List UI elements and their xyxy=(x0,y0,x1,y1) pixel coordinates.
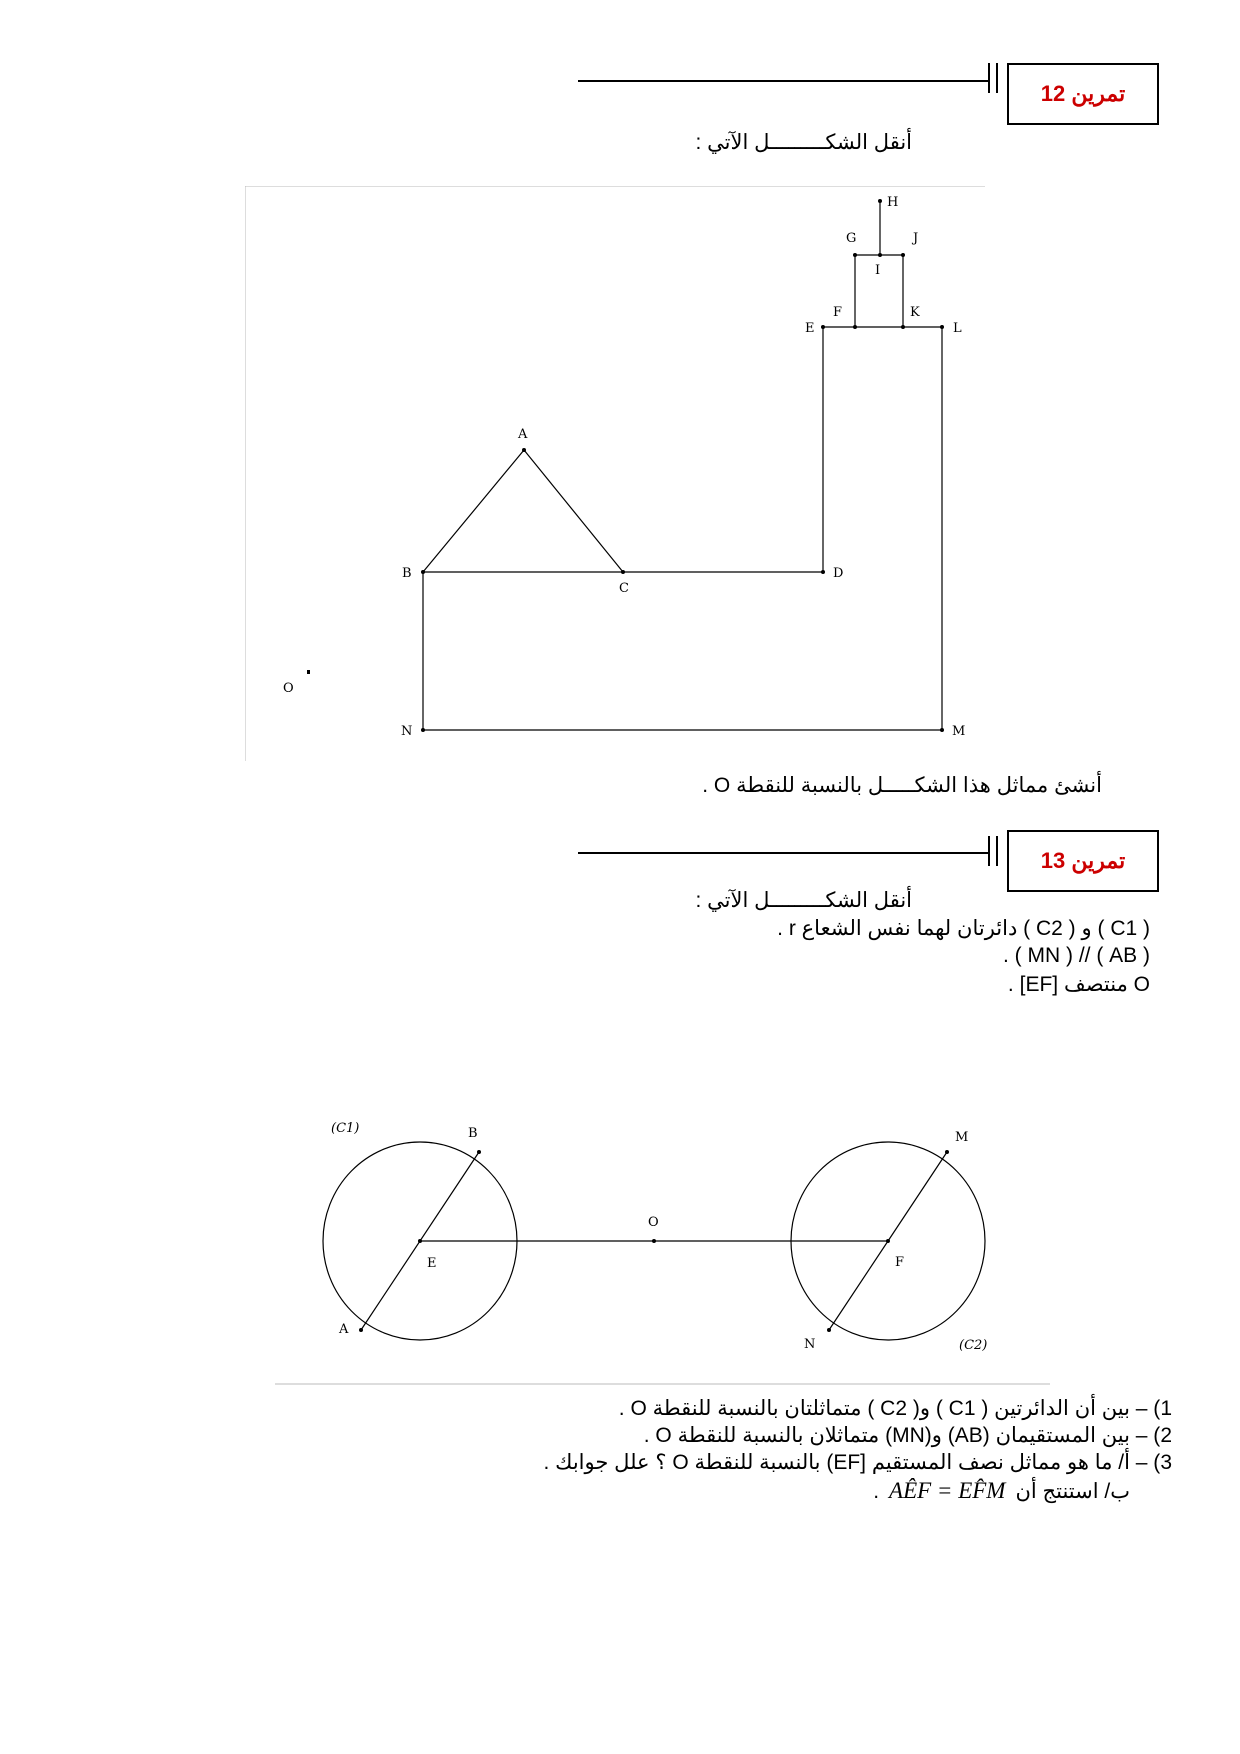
label-j: J xyxy=(913,231,919,246)
ex13-title-box xyxy=(1007,830,1159,892)
label-c: C xyxy=(619,581,629,596)
ex13-given-2: ( AB ) // ( MN ) . xyxy=(1002,944,1150,967)
q3b-end: . xyxy=(873,1480,880,1503)
ex13-question-3: 3) – أ/ ما هو مماثل نصف المستقيم [EF) بالنسبة للنقطة O ؟ علل جوابك . xyxy=(543,1451,1172,1474)
label-f: F xyxy=(895,1255,905,1270)
ex13-instruction: أنقل الشكـــــــــل الآتي : xyxy=(695,889,912,912)
ex13-given-3: O منتصف [EF] . xyxy=(1007,973,1150,996)
ex12-instruction: أنقل الشكـــــــــل الآتي : xyxy=(695,131,912,154)
label-o: O xyxy=(648,1215,659,1230)
label-b: B xyxy=(468,1126,478,1141)
label-c2: (C2) xyxy=(959,1338,988,1353)
label-n: N xyxy=(401,724,413,739)
ex12-header-line xyxy=(578,80,988,82)
label-o: O xyxy=(283,681,294,696)
ex13-figure xyxy=(275,1045,1050,1385)
label-k: K xyxy=(910,305,920,320)
ex13-question-3b xyxy=(873,1478,1130,1504)
label-m: M xyxy=(952,724,966,739)
label-h: H xyxy=(887,195,899,210)
q3b-formula: AÊF = EF̂M xyxy=(889,1478,1006,1503)
ex13-question-2: 2) – بين المستقيمان (AB) و(MN) متماثلان بالنسبة للنقطة O . xyxy=(643,1424,1172,1447)
label-l: L xyxy=(953,321,962,336)
ex13-title: تمرين 13 xyxy=(1040,848,1126,873)
label-c1: (C1) xyxy=(331,1121,360,1136)
ex12-header-tick xyxy=(988,63,990,93)
q3b-text: ب/ استنتج أن xyxy=(1015,1480,1130,1503)
label-e: E xyxy=(805,321,815,336)
ex13-question-1: 1) – بين أن الدائرتين ( C1 ) و( C2 ) متماثلتان بالنسبة للنقطة O . xyxy=(618,1397,1172,1420)
ex13-given-1: ( C1 ) و ( C2 ) دائرتان لهما نفس الشعاع r . xyxy=(777,917,1150,940)
label-a: A xyxy=(518,427,528,442)
ex13-header-tick xyxy=(988,836,990,866)
ex12-figure xyxy=(245,186,985,761)
label-g: G xyxy=(846,231,857,246)
ex13-header-line xyxy=(578,852,988,854)
ex12-task: أنشئ مماثل هذا الشكـــــل بالنسبة للنقطة O . xyxy=(702,774,1102,797)
label-d: D xyxy=(833,566,844,581)
ex13-header-tick xyxy=(996,836,998,866)
label-f: F xyxy=(833,305,843,320)
label-n: N xyxy=(804,1337,816,1352)
label-a: A xyxy=(339,1322,349,1337)
label-b: B xyxy=(402,566,412,581)
label-e: E xyxy=(427,1256,437,1271)
ex12-title: تمرين 12 xyxy=(1040,81,1126,106)
ex12-title-box xyxy=(1007,63,1159,125)
label-i: I xyxy=(875,263,881,278)
ex12-header-tick xyxy=(996,63,998,93)
label-m: M xyxy=(955,1130,969,1145)
